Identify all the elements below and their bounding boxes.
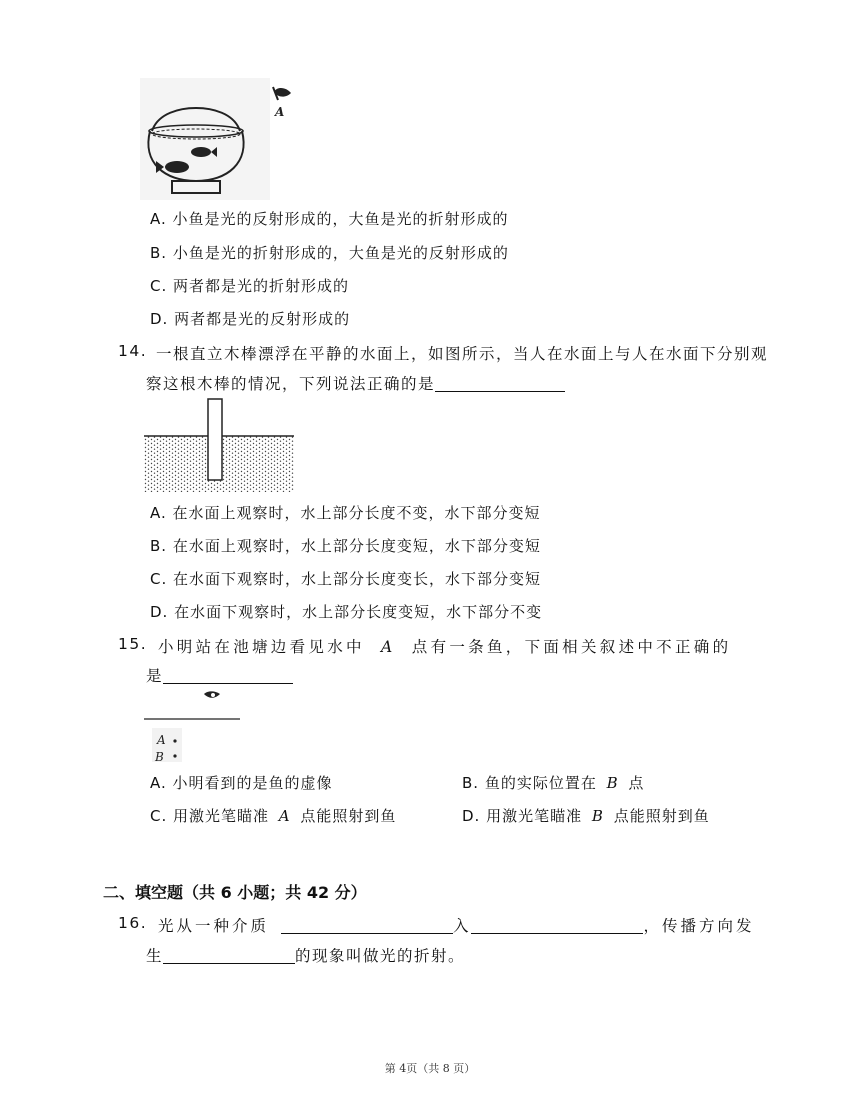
q15-option-d-pre: D. 用激光笔瞄准 [462,807,583,825]
eye-icon [204,691,220,697]
q15-option-b-var: B [606,774,619,792]
q13-option-a: A. 小鱼是光的反射形成的，大鱼是光的折射形成的 [150,210,509,228]
wooden-stick [208,399,222,480]
q16-part4: 生 [146,947,164,965]
q15-option-d [462,805,710,826]
q15-line2-text: 是 [146,667,164,685]
q13-option-d: D. 两者都是光的反射形成的 [150,310,351,328]
q15-option-c [150,805,396,826]
q14-line1: 一根直立木棒漂浮在平静的水面上，如图所示，当人在水面上与人在水面下分别观 [156,345,769,363]
q15-option-b-post: 点 [628,774,645,792]
q15-option-b [462,772,644,793]
pond-figure [144,688,244,768]
q16-line2 [146,944,465,966]
q15-option-b-pre: B. 鱼的实际位置在 [462,774,597,792]
eye-icon [273,87,291,100]
q15-line1-text-a: 小明站在池塘边看见水中 [158,638,365,656]
q14-line2-text: 察这根木棒的情况，下列说法正确的是 [146,375,436,393]
stick-in-water-figure [144,398,296,494]
q15-number: 15. [118,635,148,653]
point-b-label: B [155,750,164,764]
q13-option-c: C. 两者都是光的折射形成的 [150,277,350,295]
q15-option-d-post: 点能照射到鱼 [613,807,710,825]
page-footer: 第 4页（共 8 页） [384,1062,476,1075]
point-b-dot [173,754,176,757]
q14-line2 [146,372,565,394]
q15-option-a: A. 小明看到的是鱼的虚像 [150,774,333,792]
q16-part5: 的现象叫做光的折射。 [295,947,466,965]
q15-line1-text-b: 点有一条鱼，下面相关叙述中不正确的 [411,638,732,656]
q14-number: 14. [118,342,148,360]
q16-part1: 光从一种介质 [158,917,270,935]
q15-line2 [146,664,293,686]
q15-answer-blank[interactable] [163,667,293,684]
q15-point-a-var: A [381,638,396,656]
q15-option-c-var: A [278,807,291,825]
section-title: 二、填空题（共 6 小题；共 42 分） [103,883,367,902]
q14-option-a: A. 在水面上观察时，水上部分长度不变，水下部分变短 [150,504,541,522]
q16-part3: ，传播方向发 [643,917,755,935]
point-a-dot [173,739,176,742]
q16-blank-1[interactable] [281,917,453,934]
q16-blank-3[interactable] [163,947,295,964]
q15-option-c-post: 点能照射到鱼 [300,807,397,825]
q15-option-d-var: B [591,807,604,825]
q14-option-b: B. 在水面上观察时，水上部分长度变短，水下部分变短 [150,537,541,555]
q15-option-c-pre: C. 用激光笔瞄准 [150,807,270,825]
eye-label: A [275,105,285,119]
q13-option-b: B. 小鱼是光的折射形成的，大鱼是光的反射形成的 [150,244,509,262]
q14-option-c: C. 在水面下观察时，水上部分长度变长，水下部分变短 [150,570,542,588]
q16-blank-2[interactable] [471,917,643,934]
point-a-label: A [157,733,166,747]
q16-part2: 入 [452,917,472,935]
q16-number: 16. [118,914,148,932]
fishbowl-figure [140,78,310,200]
q14-option-d: D. 在水面下观察时，水上部分长度变短，水下部分不变 [150,603,543,621]
q16-line1 [158,914,754,936]
q14-answer-blank[interactable] [435,375,565,392]
q15-line1 [158,635,731,657]
